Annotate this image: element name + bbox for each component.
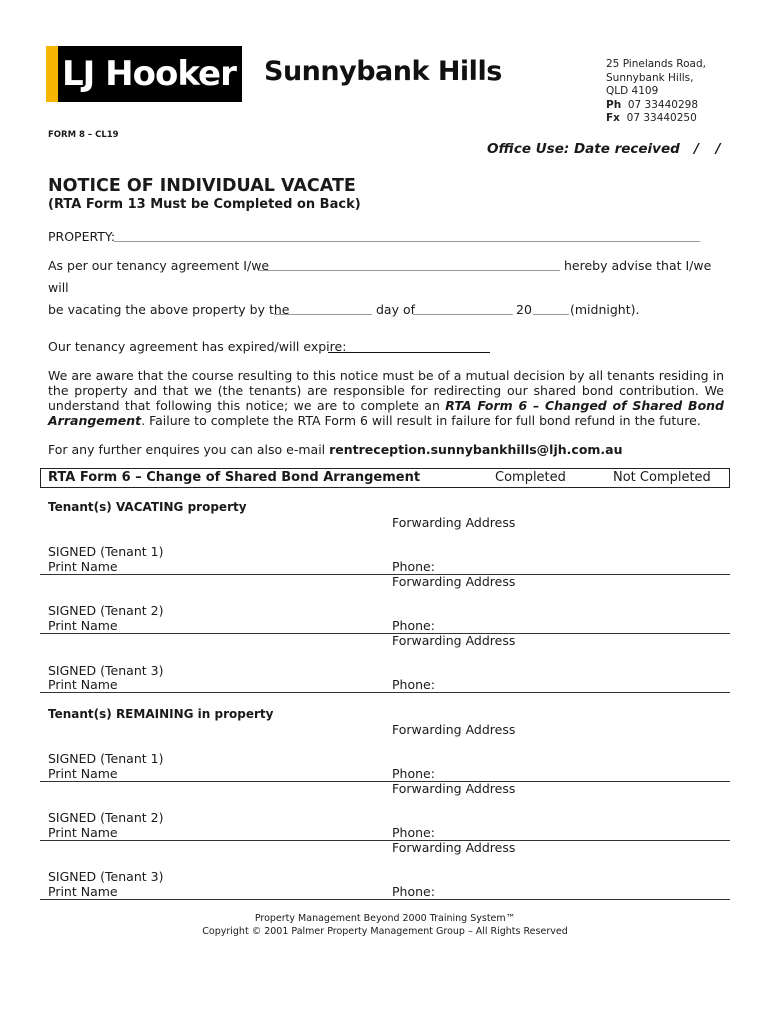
- remaining-1-phone: Phone:: [392, 766, 435, 781]
- vacate-month-field[interactable]: [413, 314, 513, 315]
- vacating-1-forwarding: Forwarding Address: [392, 515, 516, 530]
- vacating-2-signed: SIGNED (Tenant 2): [48, 603, 164, 618]
- vacating-3-phone: Phone:: [392, 677, 435, 692]
- remaining-3-divider: [40, 899, 730, 900]
- terms-part-1: We are aware that the course resulting to this notice must be of a mutual decision by all tenants residing in the property and that we (the tenants) are responsible for redirecting our shared bond contribution. We understand that following this notice; we are to complete an: [48, 368, 724, 413]
- form-code: FORM 8 – CL19: [48, 130, 119, 140]
- remaining-2-forwarding: Forwarding Address: [392, 781, 516, 796]
- logo-brand-text: LJ Hooker: [62, 54, 236, 94]
- midnight-text: (midnight).: [570, 302, 640, 317]
- remaining-heading: Tenant(s) REMAINING in property: [48, 707, 274, 721]
- remaining-1-print-name: Print Name: [48, 766, 118, 781]
- vacating-3-divider: [40, 692, 730, 693]
- remaining-2-divider: [40, 840, 730, 841]
- office-address: [606, 58, 706, 126]
- vacating-3-forwarding: Forwarding Address: [392, 633, 516, 648]
- footer-line-1: Property Management Beyond 2000 Training System™: [254, 913, 516, 924]
- vacating-2-forwarding: Forwarding Address: [392, 574, 516, 589]
- company-logo: [38, 40, 518, 112]
- remaining-2-signed: SIGNED (Tenant 2): [48, 810, 164, 825]
- vacating-2-phone: Phone:: [392, 618, 435, 633]
- footer: [0, 912, 770, 938]
- remaining-2-print-name: Print Name: [48, 825, 118, 840]
- phone-line: [606, 99, 706, 113]
- address-line-2: Sunnybank Hills,: [606, 71, 694, 84]
- enquiry-text: For any further enquires you can also e-mail: [48, 442, 330, 457]
- remaining-1-forwarding: Forwarding Address: [392, 722, 516, 737]
- not-completed-column[interactable]: Not Completed: [613, 470, 711, 485]
- logo-yellow-stripe: [46, 46, 58, 102]
- address-line-3: QLD 4109: [606, 85, 659, 97]
- office-name: Sunnybank Hills: [264, 56, 502, 87]
- vacating-3-signed: SIGNED (Tenant 3): [48, 663, 164, 678]
- completed-column[interactable]: Completed: [495, 470, 566, 485]
- fax-value: 07 33440250: [626, 112, 697, 124]
- vacating-heading: Tenant(s) VACATING property: [48, 500, 247, 514]
- remaining-3-forwarding: Forwarding Address: [392, 840, 516, 855]
- vacating-prefix: be vacating the above property by the: [48, 302, 290, 317]
- fax-label: Fx: [606, 112, 620, 124]
- remaining-3-phone: Phone:: [392, 884, 435, 899]
- tenancy-suffix: hereby advise that I/we: [564, 258, 712, 273]
- tenant-names-field[interactable]: [258, 270, 560, 271]
- phone-label: Ph: [606, 98, 622, 111]
- vacate-year-field[interactable]: [533, 314, 569, 315]
- vacating-2-print-name: Print Name: [48, 618, 118, 633]
- remaining-3-signed: SIGNED (Tenant 3): [48, 869, 164, 884]
- year-prefix: 20: [516, 302, 532, 317]
- expire-label: Our tenancy agreement has expired/will expire:: [48, 339, 347, 354]
- page-subtitle: (RTA Form 13 Must be Completed on Back): [48, 197, 361, 212]
- vacating-1-signed: SIGNED (Tenant 1): [48, 544, 164, 559]
- day-of-text: day of: [376, 302, 416, 317]
- property-field[interactable]: [114, 241, 700, 242]
- date-received-field[interactable]: / /: [694, 141, 721, 157]
- remaining-1-signed: SIGNED (Tenant 1): [48, 751, 164, 766]
- terms-paragraph: [48, 368, 724, 428]
- tenancy-prefix: As per our tenancy agreement I/we: [48, 258, 270, 273]
- property-label: PROPERTY:: [48, 229, 116, 244]
- enquiry-line: [48, 442, 623, 457]
- vacating-1-print-name: Print Name: [48, 559, 118, 574]
- vacate-day-field[interactable]: [274, 314, 372, 315]
- will-text: will: [48, 280, 69, 295]
- page-title: NOTICE OF INDIVIDUAL VACATE: [48, 176, 356, 196]
- vacating-2-divider: [40, 633, 730, 634]
- fax-line: [606, 112, 706, 126]
- remaining-3-print-name: Print Name: [48, 884, 118, 899]
- terms-emphasis: RTA Form 6 – Changed of Shared Bond Arrangement: [48, 398, 724, 428]
- phone-value: 07 33440298: [627, 98, 699, 111]
- table-title: RTA Form 6 – Change of Shared Bond Arrangement: [48, 470, 421, 485]
- address-line-1: 25 Pinelands Road,: [606, 58, 706, 70]
- remaining-2-phone: Phone:: [392, 825, 435, 840]
- terms-part-2: . Failure to complete the RTA Form 6 will result in failure for full bond refund in the future.: [141, 413, 701, 428]
- vacating-3-print-name: Print Name: [48, 677, 118, 692]
- remaining-1-divider: [40, 781, 730, 782]
- bond-arrangement-table-header: [40, 468, 730, 488]
- office-use-label: Office Use: Date received: [487, 141, 680, 157]
- vacating-1-phone: Phone:: [392, 559, 435, 574]
- footer-line-2: Copyright © 2001 Palmer Property Management Group – All Rights Reserved: [202, 926, 568, 937]
- expire-date-field[interactable]: [328, 352, 490, 353]
- enquiry-email[interactable]: rentreception.sunnybankhills@ljh.com.au: [329, 442, 623, 457]
- vacating-1-divider: [40, 574, 730, 575]
